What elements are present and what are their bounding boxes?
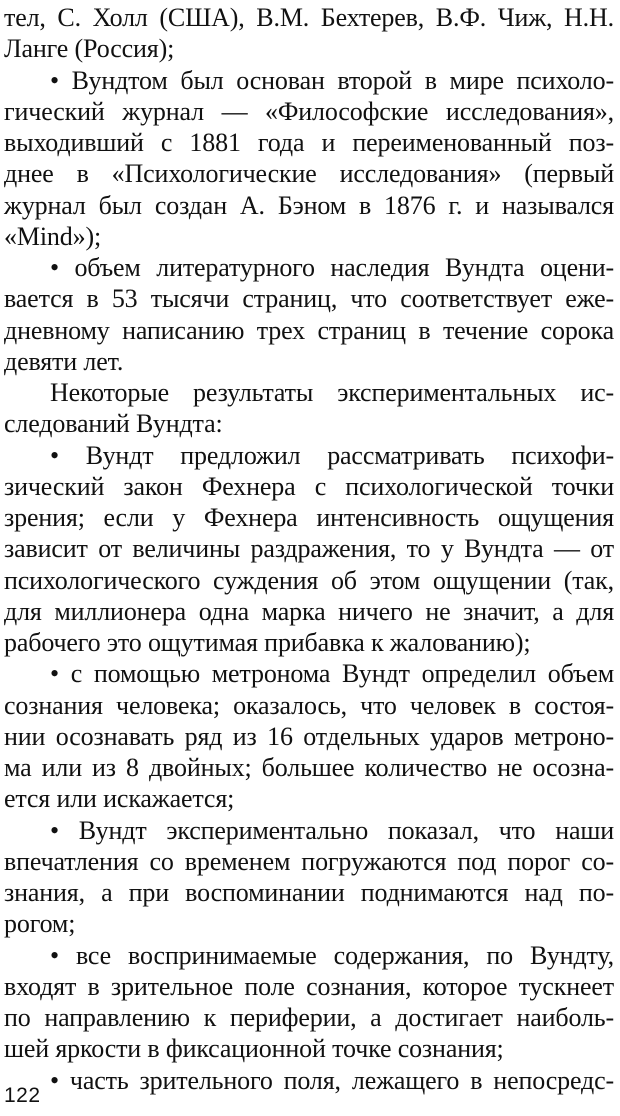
text-line: • все воспринимаемые содержания, по Вундту, [50,940,614,970]
paragraph [4,440,614,659]
text-line: • Вундт предложил рассматривать психофи- [50,440,614,470]
text-line: знания, а при воспоминании поднимаются над по- [4,878,614,907]
text-line: • с помощью метронома Вундт определил объем [50,659,614,689]
text-line: по направлению к периферии, а достигает наиболь- [4,1003,614,1032]
text-line: Некоторые результаты экспериментальных ис- [50,378,614,407]
text-line: вается в 53 тысячи страниц, что соответствует еже- [4,284,614,314]
text-line: ма или из 8 двойных; большее количество не осозна- [4,753,614,782]
text-line: журнал был создан А. Бэном в 1876 г. и назывался [4,190,614,220]
text-line: • объем литературного наследия Вундта оцени- [50,253,614,282]
paragraph [4,2,614,65]
text-line: дневному написанию трех страниц в течение сорока [4,315,614,345]
text-line: рогом; [4,909,76,939]
text-line: зависит от величины раздражения, то у Вундта — от [4,534,614,564]
text-line: для миллионера одна марка ничего не значит, а для [4,596,614,626]
paragraph [4,815,614,940]
paragraph [4,1065,614,1096]
text-line: входят в зрительное поле сознания, которое тускнеет [4,971,614,1001]
text-line: рабочего это ощутимая прибавка к жалованию); [4,628,531,657]
text-line: • часть зрительного поля, лежащего в непосредс- [50,1065,614,1095]
text-line: • Вундтом был основан второй в мире психоло- [50,65,614,95]
text-line: днее в «Психологические исследования» (первый [4,159,614,189]
text-line: Ланге (Россия); [4,34,175,64]
text-line: шей яркости в фиксационной точке сознания; [4,1034,504,1064]
paragraph [4,252,614,377]
text-line: ется или искажается; [4,784,235,814]
text-line: выходивший с 1881 года и переименованный поз- [4,128,614,157]
paragraph [4,65,614,253]
paragraph [4,940,614,1065]
text-line: следований Вундта: [4,409,223,439]
text-line: девяти лет. [4,346,124,376]
text-line: гический журнал — «Философские исследования», [4,96,614,126]
text-line: нии осознавать ряд из 16 отдельных ударов метроно- [4,721,614,751]
text-line: психологического суждения об этом ощущении (так, [4,565,614,595]
text-line: тел, С. Холл (США), В.М. Бехтерев, В.Ф. Чиж, Н.Н. [4,3,614,32]
text-line: впечатления со временем погружаются под порог со- [4,846,614,876]
text-line: зический закон Фехнера с психологической точки [4,471,614,501]
page-number: 122 [4,1084,41,1107]
paragraph [4,658,614,814]
text-line: «Mind»); [4,221,102,251]
paragraph [4,377,614,440]
text-line: • Вундт экспериментально показал, что наши [50,815,614,845]
text-line: зрения; если у Фехнера интенсивность ощущения [4,503,614,532]
page-body [4,2,614,1095]
text-line: сознания человека; оказалось, что человек в состоя- [4,690,614,720]
